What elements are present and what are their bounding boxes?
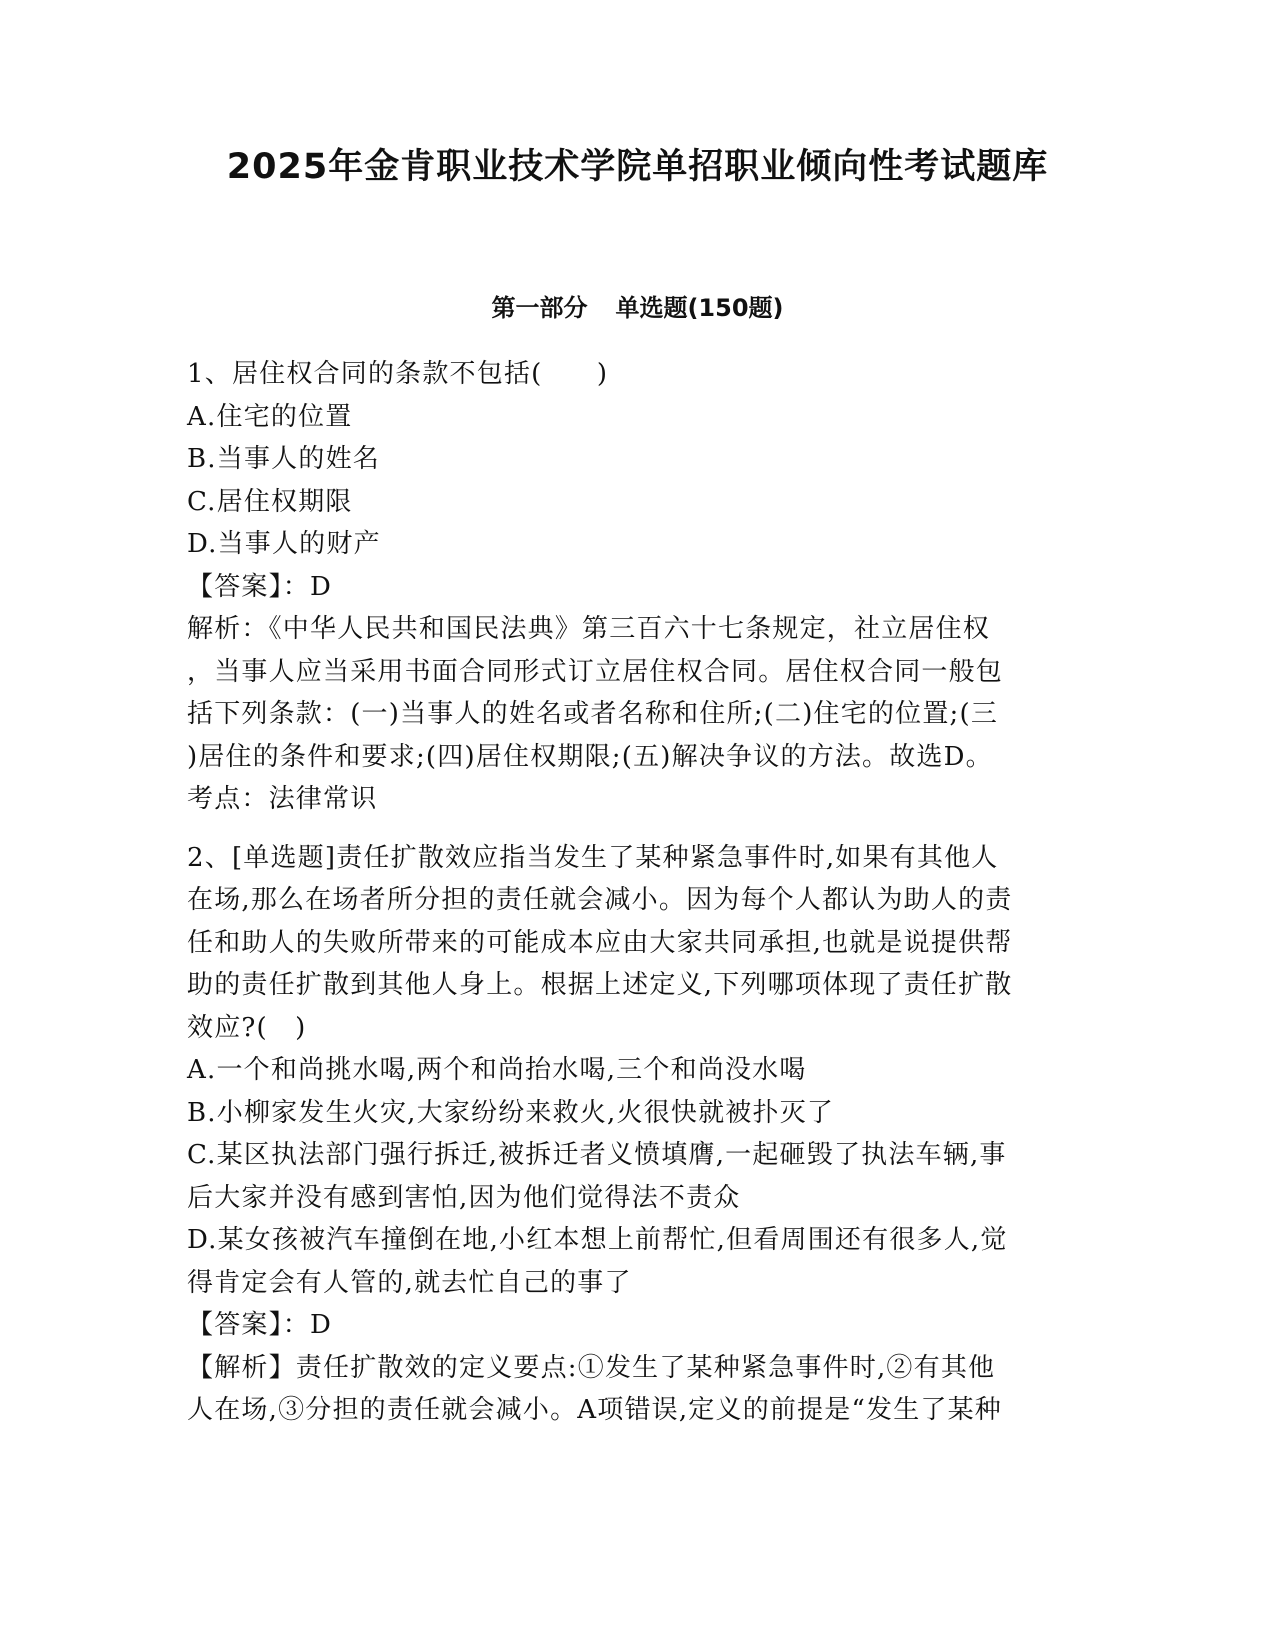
question-stem-line: 效应?( ) <box>187 1012 307 1043</box>
question-stem: 1、居住权合同的条款不包括( ) <box>187 359 609 389</box>
section-part-label: 第一部分 <box>491 294 588 322</box>
answer: 【答案】：D <box>187 571 333 602</box>
topic: 考点：法律常识 <box>187 784 378 814</box>
option-d: D.某女孩被汽车撞倒在地,小红本想上前帮忙,但看周围还有很多人,觉 <box>187 1225 1008 1255</box>
question-stem-line: 任和助人的失败所带来的可能成本应由大家共同承担,也就是说提供帮 <box>187 927 1013 958</box>
analysis-line: 括下列条款：(一)当事人的姓名或者名称和住所;(二)住宅的位置;(三 <box>187 699 999 729</box>
option-c: C.某区执法部门强行拆迁,被拆迁者义愤填膺,一起砸毁了执法车辆,事 <box>187 1140 1007 1170</box>
option-c: C.居住权期限 <box>187 486 353 517</box>
question-stem-line: 助的责任扩散到其他人身上。根据上述定义,下列哪项体现了责任扩散 <box>187 970 1013 1000</box>
option-a: A.住宅的位置 <box>187 401 353 432</box>
analysis-line: 【解析】责任扩散效的定义要点:①发生了某种紧急事件时,②有其他 <box>187 1352 996 1383</box>
option-d: D.当事人的财产 <box>187 529 381 559</box>
option-b: B.小柳家发生火灾,大家纷纷来救火,火很快就被扑灭了 <box>187 1097 835 1128</box>
question-stem-line: 2、[单选题]责任扩散效应指当发生了某种紧急事件时,如果有其他人 <box>187 842 999 873</box>
analysis-line: 人在场,③分担的责任就会减小。A项错误,定义的前提是“发生了某种 <box>187 1395 1002 1425</box>
page-title: 2025年金肯职业技术学院单招职业倾向性考试题库 <box>226 147 1049 187</box>
analysis-line: )居住的条件和要求;(四)居住权期限;(五)解决争议的方法。故选D。 <box>187 741 993 772</box>
section-type-label: 单选题(150题) <box>615 294 784 322</box>
answer: 【答案】：D <box>187 1310 333 1340</box>
option-a: A.一个和尚挑水喝,两个和尚抬水喝,三个和尚没水喝 <box>187 1055 807 1085</box>
question-stem-line: 在场,那么在场者所分担的责任就会减小。因为每个人都认为助人的责 <box>187 885 1013 915</box>
question-2 <box>187 837 1093 1432</box>
analysis-line: ，当事人应当采用书面合同形式订立居住权合同。居住权合同一般包 <box>187 656 1004 687</box>
section-heading <box>0 290 1275 326</box>
analysis-line: 解析：《中华人民共和国民法典》第三百六十七条规定，社立居住权 <box>187 614 991 644</box>
question-list <box>187 353 1093 1432</box>
question-1 <box>187 353 1093 821</box>
option-c-continued: 后大家并没有感到害怕,因为他们觉得法不责众 <box>187 1182 741 1213</box>
option-d-continued: 得肯定会有人管的,就去忙自己的事了 <box>187 1267 632 1298</box>
option-b: B.当事人的姓名 <box>187 444 380 474</box>
